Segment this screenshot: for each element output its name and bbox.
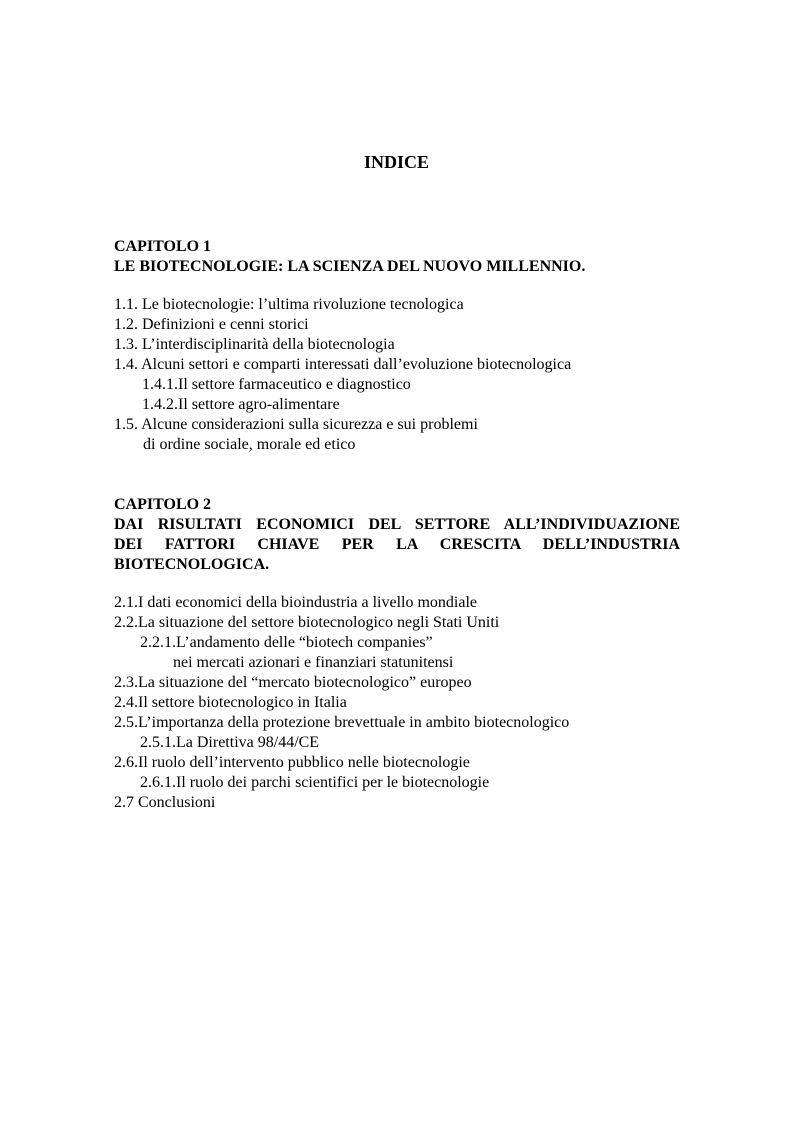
chapter-2-heading xyxy=(114,495,680,575)
toc-entry-1-1: 1.1. Le biotecnologie: l’ultima rivoluzione tecnologica xyxy=(114,296,464,313)
toc-entry-2-2-1-continuation: nei mercati azionari e finanziari statunitensi xyxy=(173,654,454,671)
toc-entry-1-4: 1.4. Alcuni settori e comparti interessati dall’evoluzione biotecnologica xyxy=(114,356,572,373)
chapter-2-title-line-2: DEI FATTORI CHIAVE PER LA CRESCITA DELL’INDUSTRIA xyxy=(114,536,680,553)
toc-entry-1-4-2: 1.4.2.Il settore agro-alimentare xyxy=(142,396,340,413)
toc-entry-2-1: 2.1.I dati economici della bioindustria a livello mondiale xyxy=(114,594,478,611)
toc-entry-1-5-continuation: di ordine sociale, morale ed etico xyxy=(143,436,356,453)
toc-entry-2-4: 2.4.Il settore biotecnologico in Italia xyxy=(114,694,347,711)
chapter-1-heading xyxy=(114,237,680,277)
toc-entry-2-5-1: 2.5.1.La Direttiva 98/44/CE xyxy=(140,734,320,751)
toc-entry-2-6: 2.6.Il ruolo dell’intervento pubblico nelle biotecnologie xyxy=(114,754,470,771)
toc-entry-2-2: 2.2.La situazione del settore biotecnologico negli Stati Uniti xyxy=(114,614,500,631)
chapter-2 xyxy=(114,495,680,813)
chapter-2-label: CAPITOLO 2 xyxy=(114,496,212,513)
chapter-2-toc xyxy=(114,593,680,813)
page-title: INDICE xyxy=(363,152,429,172)
toc-entry-2-3: 2.3.La situazione del “mercato biotecnologico” europeo xyxy=(114,674,472,691)
chapter-2-title-line-3: BIOTECNOLOGICA. xyxy=(114,556,270,573)
chapter-1-label: CAPITOLO 1 xyxy=(114,238,212,255)
toc-entry-1-2: 1.2. Definizioni e cenni storici xyxy=(114,316,309,333)
toc-entry-2-2-1: 2.2.1.L’andamento delle “biotech companies” xyxy=(140,634,433,651)
toc-entry-1-5: 1.5. Alcune considerazioni sulla sicurezza e sui problemi xyxy=(114,416,478,433)
toc-entry-2-5: 2.5.L’importanza della protezione brevettuale in ambito biotecnologico xyxy=(114,714,570,731)
toc-entry-1-3: 1.3. L’interdisciplinarità della biotecnologia xyxy=(114,336,395,353)
chapter-1-title: LE BIOTECNOLOGIE: LA SCIENZA DEL NUOVO MILLENNIO. xyxy=(114,258,586,275)
toc-entry-2-6-1: 2.6.1.Il ruolo dei parchi scientifici per le biotecnologie xyxy=(140,774,490,791)
chapter-1-toc xyxy=(114,295,680,455)
chapter-1 xyxy=(114,237,680,455)
toc-entry-2-7: 2.7 Conclusioni xyxy=(114,794,216,811)
toc-entry-1-4-1: 1.4.1.Il settore farmaceutico e diagnostico xyxy=(142,376,411,393)
chapter-2-title-line-1: DAI RISULTATI ECONOMICI DEL SETTORE ALL’INDIVIDUAZIONE xyxy=(114,516,680,533)
